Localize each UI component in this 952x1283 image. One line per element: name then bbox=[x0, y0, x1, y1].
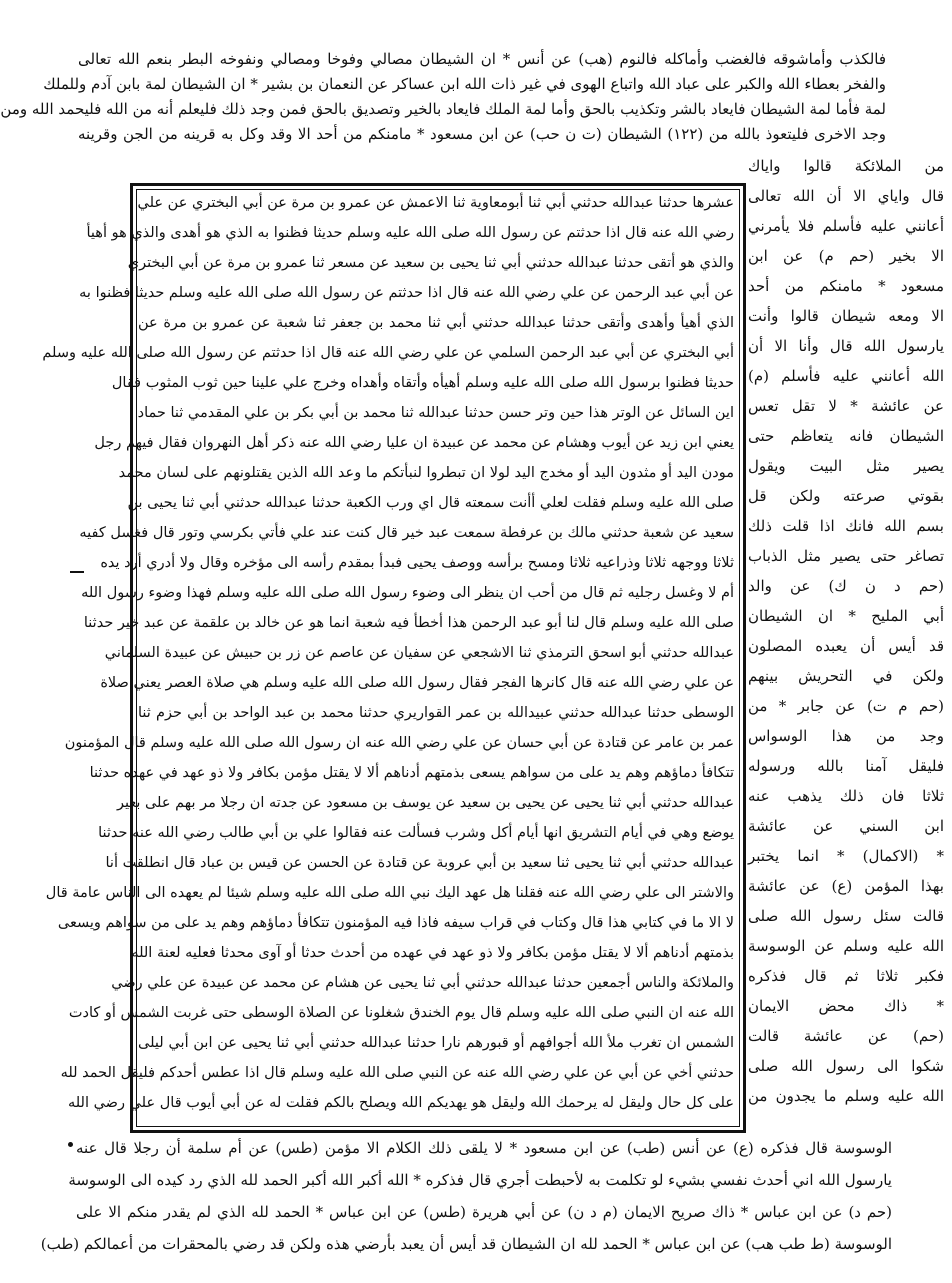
margin-line: مسعود * مامنكم من أحد bbox=[748, 277, 944, 295]
margin-line: يصير مثل البيت ويقول bbox=[748, 457, 944, 475]
main-line: على كل حال وليقل له يرحمك الله وليقل هو يهديكم الله ويصلح بالكم فقلت له عن أبي أيوب قال علي رضي الله bbox=[67, 1095, 734, 1111]
margin-line: الله أعانني عليه فأسلم (م) bbox=[748, 367, 944, 385]
margin-line: * (الاكمال) * انما يختبر bbox=[748, 847, 944, 865]
main-line: والاشتر الى علي رضي الله عنه فقلنا هل عهد اليك نبي الله صلى الله عليه وسلم شيئا لم يعهده الى الناس عامة قال bbox=[45, 885, 734, 901]
margin-line: أبي المليح * ان الشيطان bbox=[748, 607, 944, 625]
top-line: والفخر بعطاء الله والكبر على عباد الله واتباع الهوى في غير ذات الله ابن عساكر عن النعمان بن بشير * ان الشيطان لمة بابن آدم وللملك bbox=[43, 75, 886, 93]
main-line: عن أبي عبد الرحمن عن علي رضي الله عنه قال اذا حدثتم عن رسول الله صلى الله عليه وسلم حديثا فظنوا به bbox=[79, 285, 734, 301]
margin-line: (حم م ت) عن جابر * من bbox=[748, 697, 944, 715]
margin-line: الا بخير (حم م) عن ابن bbox=[748, 247, 944, 265]
main-line: والذي هو أتقى حدثنا عبدالله حدثني أبي ثنا يحيى بن سعيد عن مسعر ثنا عمرو بن مرة عن أبي البختري bbox=[127, 255, 734, 271]
main-line: حديثا فظنوا برسول الله صلى الله عليه وسلم أهيأه وأتقاه وأهداه وخرج علي علينا حين ثوب المثوب فقال bbox=[111, 375, 734, 391]
main-line: عبدالله حدثني أبي ثنا يحيى عن يحيى بن سعيد عن يوسف بن مسعود عن جدته ان رجلا مر بهم على بعير bbox=[116, 795, 734, 811]
margin-line: فليقل آمنا بالله ورسوله bbox=[748, 757, 944, 775]
margin-line: قال واياي الا أن الله تعالى bbox=[748, 187, 944, 205]
margin-line: ثلاثا فان ذلك يذهب عنه bbox=[748, 787, 944, 805]
main-line: الوسطى حدثنا عبدالله حدثني عبيدالله بن عمر القواريري حدثنا محمد بن عبد الواحد بن أبي حزم ثنا bbox=[138, 705, 734, 721]
margin-line: بهذا المؤمن (ع) عن عائشة bbox=[748, 877, 944, 895]
margin-line: وجد من هذا الوسواس bbox=[748, 727, 944, 745]
main-line: سعيد عن شعبة حدثني مالك بن عرفطة سمعت عبد خير قال كنت عند علي فأتي بكرسي وتور قال فغسل كفيه bbox=[79, 525, 734, 541]
main-line: أم لا وغسل رجليه ثم قال من أحب ان ينظر الى وضوء رسول الله صلى الله عليه وسلم فهذا وضوء رسول الله bbox=[81, 585, 734, 601]
main-line: لا الا ما في كتابي هذا قال وكتاب في قراب سيفه فاذا فيه المؤمنون تتكافأ دماؤهم وهم يد على من سواهم ويسعى bbox=[57, 915, 734, 931]
main-line: صلى الله عليه وسلم قال لنا أبو عبد الرحمن هذا أخطأ فيه شعبة انما هو عن خالد بن علقمة عن عبد خير حدثنا bbox=[83, 615, 734, 631]
main-line: بذمتهم أدناهم ألا لا يقتل مؤمن بكافر ولا ذو عهد في عهده من أحدث حدثا أو آوى محدثا فعليه لعنة الله bbox=[131, 945, 734, 961]
main-line: عشرها حدثنا عبدالله حدثني أبي ثنا أبومعاوية ثنا الاعمش عن عمرو بن مرة عن أبي البختري عن علي bbox=[137, 195, 734, 211]
scan-dot bbox=[68, 1142, 73, 1147]
main-line: الشمس ان تغرب ملأ الله أجوافهم أو قبورهم نارا حدثنا عبدالله حدثني أبي ثنا يحيى عن ابن أبي ليلى bbox=[138, 1035, 734, 1051]
bottom-line: الوسوسة (ط طب هب) عن ابن عباس * الحمد لله ان الشيطان قد أيس أن يعبد بأرضي هذه ولكن قد رضي بالمحقرات من أعمالكم (طب) bbox=[40, 1235, 892, 1253]
margin-line: يارسول الله قال وأنا الا أن bbox=[748, 337, 944, 355]
margin-tick-mark bbox=[70, 571, 84, 573]
margin-line: بقوتي صرعته ولكن قل bbox=[748, 487, 944, 505]
margin-line: تصاغر حتى يصير مثل الذباب bbox=[748, 547, 944, 565]
margin-line: ولكن في التحريش بينهم bbox=[748, 667, 944, 685]
margin-line: (حم) عن عائشة قالت bbox=[748, 1027, 944, 1045]
top-line: وجد الاخرى فليتعوذ بالله من (١٢٢) الشيطان (ت ن حب) عن ابن مسعود * مامنكم من أحد الا وقد وكل به قرينه من الجن وقرينه bbox=[78, 125, 886, 143]
main-line: يعني ابن زيد عن أيوب وهشام عن محمد عن عبيدة ان عليا رضي الله عنه ذكر أهل النهروان فقال فيهم رجل bbox=[94, 435, 734, 451]
margin-line: أعانني عليه فأسلم فلا يأمرني bbox=[748, 217, 944, 235]
main-line: ثلاثا ووجهه ثلاثا وذراعيه ثلاثا ومسح برأسه ووصف يحيى فبدأ بمقدم رأسه الى مؤخره وقال ولا أدري أرد يده bbox=[100, 555, 734, 571]
margin-line: شكوا الى رسول الله صلى bbox=[748, 1057, 944, 1075]
main-line: الذي أهيأ وأهدى وأتقى حدثنا عبدالله حدثني أبي ثنا محمد بن جعفر ثنا شعبة عن عمرو بن مرة عن bbox=[138, 315, 734, 331]
margin-line: (حم د ن ك) عن والد bbox=[748, 577, 944, 595]
margin-line: الله عليه وسلم ما يجدون من bbox=[748, 1087, 944, 1105]
main-line: تتكافأ دماؤهم وهم يد على من سواهم يسعى بذمتهم أدناهم ألا لا يقتل مؤمن بكافر ولا ذو عهد في عهده حدثنا bbox=[89, 765, 734, 781]
main-line: اين السائل عن الوتر هذا حين وتر حسن حدثنا عبدالله ثنا محمد بن أبي بكر بن علي المقدمي ثنا حماد bbox=[137, 405, 734, 421]
main-line: عبدالله حدثني أبو اسحق الترمذي ثنا الاشجعي عن سفيان عن عاصم عن زر بن حبيش عن عبيدة السلماني bbox=[104, 645, 734, 661]
margin-line: فكبر ثلاثا ثم قال فذكره bbox=[748, 967, 944, 985]
main-line: يوضع وهي في أيام التشريق انها أيام أكل وشرب فسألت عنه فقالوا علي بن أبي طالب رضي الله عنه حدثنا bbox=[98, 825, 734, 841]
main-line: صلى الله عليه وسلم فقلت لعلي أأنت سمعته قال اي ورب الكعبة حدثنا عبدالله حدثني أبي ثنا يحيى بن bbox=[127, 495, 734, 511]
bottom-line: (حم د) عن ابن عباس * ذاك صريح الايمان (م د ن) عن أبي هريرة (طس) عن ابن عباس * الحمد لله الذي لم يقدر منكم الا على bbox=[76, 1203, 892, 1221]
bottom-line: الوسوسة قال فذكره (ع) عن أنس (طب) عن ابن مسعود * لا يلقى ذلك الكلام الا مؤمن (طس) عن أم سلمة أن رجلا قال عنه bbox=[76, 1139, 892, 1157]
margin-line: الا ومعه شيطان قالوا وأنت bbox=[748, 307, 944, 325]
bottom-line: يارسول الله اني أحدث نفسي بشيء لو تكلمت به لأحبطت أجري قال فذكره * الله أكبر الله أكبر الحمد لله الذي رد كيده الى الوسوسة bbox=[68, 1171, 892, 1189]
main-line: حدثني أخي عن أبي عن علي رضي الله عنه عن النبي صلى الله عليه وسلم قال اذا عطس أحدكم فليقل الحمد لله bbox=[60, 1065, 734, 1081]
margin-line: قد أيس أن يعبده المصلون bbox=[748, 637, 944, 655]
main-line: رضي الله عنه قال اذا حدثتم عن رسول الله صلى الله عليه وسلم حديثا فظنوا به الذي هو أهدى والذي هو أهيأ bbox=[86, 225, 734, 241]
margin-line: عن عائشة * لا تقل تعس bbox=[748, 397, 944, 415]
main-line: أبي البختري عن أبي عبد الرحمن السلمي عن علي رضي الله عنه قال اذا حدثتم عن رسول الله صلى الله عليه وسلم bbox=[42, 345, 734, 361]
main-line: عمر بن عامر عن قتادة عن أبي حسان عن علي رضي الله عنه ان رسول الله صلى الله عليه وسلم قال المؤمنون bbox=[64, 735, 734, 751]
margin-line: ابن السني عن عائشة bbox=[748, 817, 944, 835]
main-line: مودن اليد أو مثدون اليد أو مخدج اليد لولا ان تبطروا لنبأتكم ما وعد الله الذين يقتلونهم على لسان محمد bbox=[118, 465, 734, 481]
margin-line: * ذاك محض الايمان bbox=[748, 997, 944, 1015]
top-line: لمة فأما لمة الشيطان فايعاد بالشر وتكذيب بالحق وأما لمة الملك فايعاد بالخير وتصديق بالحق فمن وجد ذلك فليعلم أنه من الله فليحمد الله ومن bbox=[0, 100, 886, 118]
margin-line: الشيطان فانه يتعاظم حتى bbox=[748, 427, 944, 445]
margin-line: الله عليه وسلم عن الوسوسة bbox=[748, 937, 944, 955]
margin-line: من الملائكة قالوا واياك bbox=[748, 157, 944, 175]
main-line: عن علي رضي الله عنه قال كانرها الفجر فقال رسول الله صلى الله عليه وسلم هي صلاة العصر يعني صلاة bbox=[100, 675, 734, 691]
main-line: والملائكة والناس أجمعين حدثنا عبدالله حدثني أبي ثنا يحيى عن هشام عن محمد عن عبيدة عن علي رضي bbox=[111, 975, 734, 991]
main-line: عبدالله حدثني أبي ثنا يحيى ثنا سعيد بن أبي عروبة عن قتادة عن الحسن عن قيس بن عباد قال انطلقت أنا bbox=[105, 855, 734, 871]
margin-line: بسم الله فانك اذا قلت ذلك bbox=[748, 517, 944, 535]
main-line: الله عنه ان النبي صلى الله عليه وسلم قال يوم الخندق شغلونا عن الصلاة الوسطى حتى غربت الشمس أو كادت bbox=[68, 1005, 734, 1021]
top-line: فالكذب وأماشوقه فالغضب وأماكله فالنوم (هب) عن أنس * ان الشيطان مصالي وفوخا ومصالي ونفوخه البطر بنعم الله تعالى bbox=[78, 50, 886, 68]
margin-line: قالت سئل رسول الله صلى bbox=[748, 907, 944, 925]
